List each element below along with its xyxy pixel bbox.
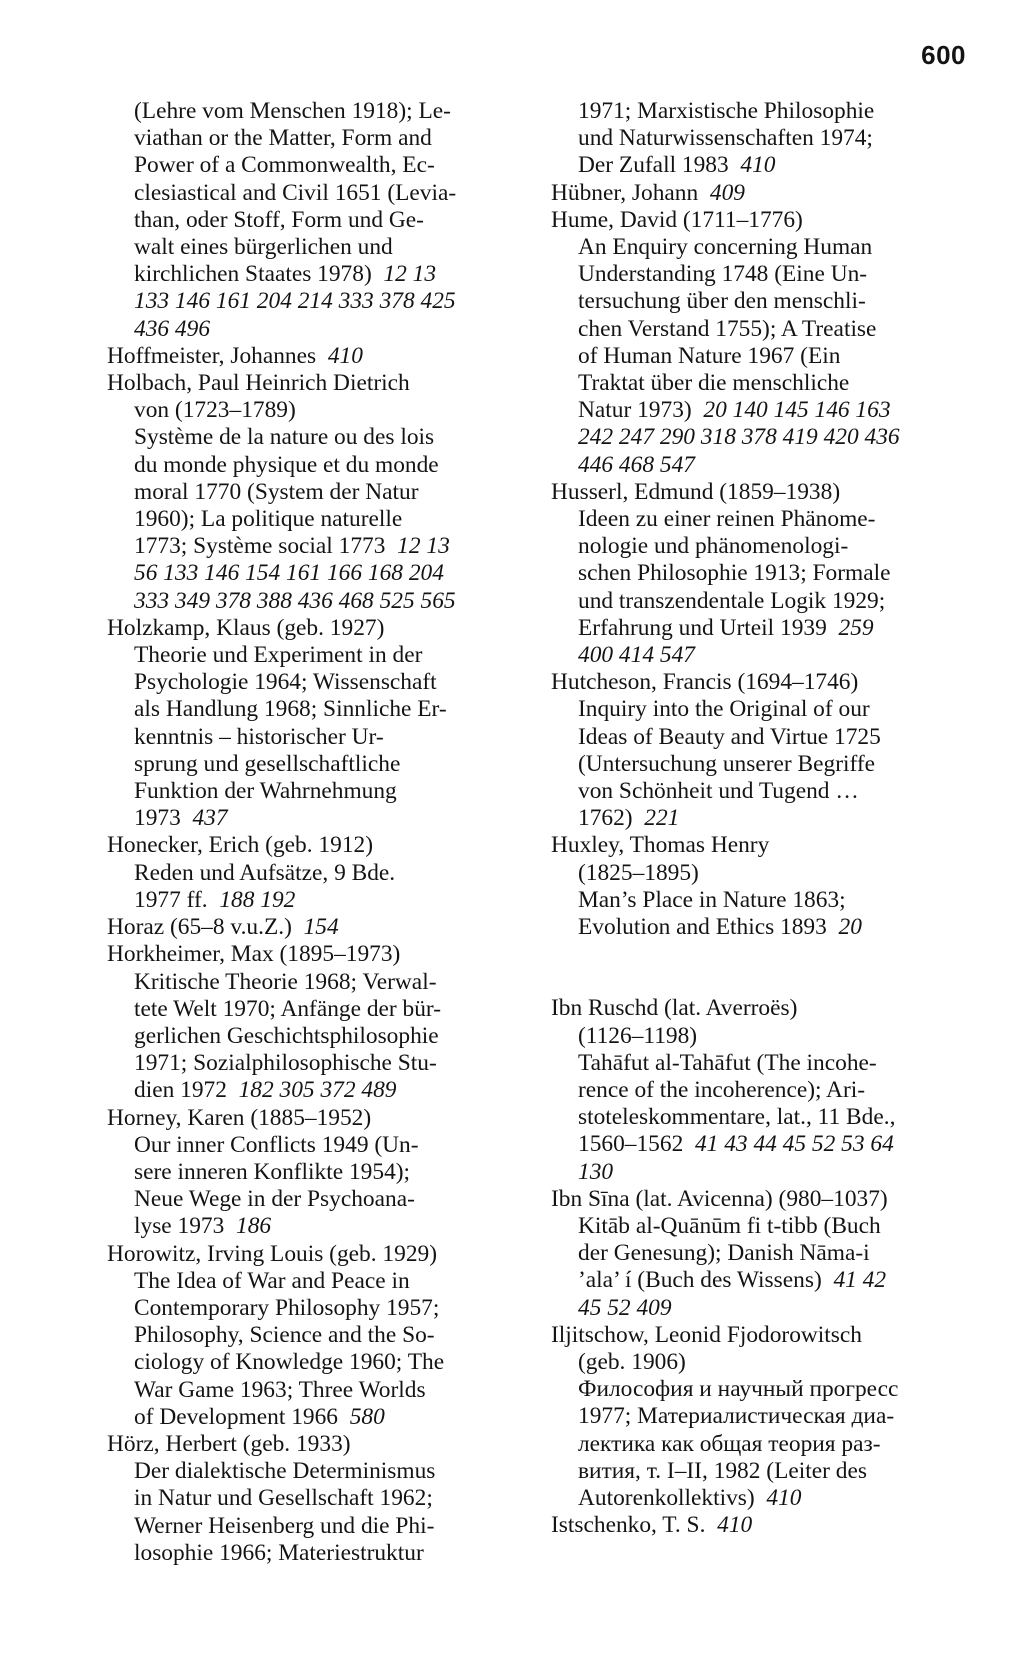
entry-detail-line [551,370,971,397]
page-references: 182 305 372 489 [238,1077,397,1104]
entry-text: Holzkamp, Klaus (geb. 1927) [107,614,385,641]
entry-detail-line [107,1268,525,1295]
entry-text: лектика как общая теория раз- [578,1430,881,1457]
entry-text: 1762) [578,805,633,832]
entry-detail-line [551,1131,971,1158]
entry-heading-line [551,832,971,859]
entry-detail-line [107,1513,525,1540]
page-references: 437 [192,805,228,832]
entry-detail-line [107,316,525,343]
page-references: 130 [578,1158,614,1185]
entry-text: Horkheimer, Max (1895–1973) [107,941,401,968]
page-references: 12 13 [383,261,437,288]
page-references: 409 [709,179,745,206]
page-number: 600 [921,40,966,70]
index-entry [107,1431,525,1567]
entry-text: losophie 1966; Materiestruktur [134,1539,424,1566]
entry-text: Horney, Karen (1885–1952) [107,1104,372,1131]
entry-detail-line [107,805,525,832]
entry-heading-line [107,914,525,941]
entry-detail-line [551,560,971,587]
page-references: 221 [644,805,680,832]
entry-detail-line [551,860,971,887]
entry-detail-line [107,397,525,424]
index-entry [107,1241,525,1431]
entry-detail-line [107,969,525,996]
entry-detail-line [551,724,971,751]
entry-text: stoteleskommentare, lat., 11 Bde., [578,1104,896,1131]
entry-text: 1973 [134,805,181,832]
index-entry [551,832,971,941]
entry-text: (1126–1198) [578,1022,698,1049]
entry-detail-line [107,1023,525,1050]
entry-text: schen Philosophie 1913; Formale [578,560,891,587]
entry-text: Autorenkollektivs) [578,1484,755,1511]
entry-text: Ideas of Beauty and Virtue 1725 [578,723,881,750]
page-references: 45 52 409 [578,1294,672,1321]
entry-text: Holbach, Paul Heinrich Dietrich [107,370,410,397]
entry-heading-line [551,180,971,207]
index-entry [551,669,971,832]
entry-detail-line [107,1077,525,1104]
entry-text: (geb. 1906) [578,1348,686,1375]
entry-detail-line [107,506,525,533]
entry-detail-line [107,479,525,506]
page-references: 259 [838,614,874,641]
entry-text: von Schönheit und Tugend … [578,778,859,805]
entry-text: Neue Wege in der Psychoana- [134,1186,415,1213]
entry-detail-line [551,316,971,343]
entry-text: Kitāb al-Quānūm fi t-tibb (Buch [578,1212,881,1239]
entry-text: chen Verstand 1755); A Treatise [578,315,877,342]
index-entry [551,1322,971,1512]
index-entry [107,832,525,914]
index-entry [107,370,525,615]
index-entry [107,914,525,941]
entry-text: und transzendentale Logik 1929; [578,587,886,614]
entry-detail-line [551,1159,971,1186]
entry-detail-line [551,98,971,125]
entry-text: Der dialektische Determinismus [134,1458,436,1485]
entry-text: Философия и научный прогресс [578,1376,899,1403]
entry-text: 1560–1562 [578,1131,684,1158]
entry-detail-line [551,642,971,669]
entry-detail-line [107,1322,525,1349]
entry-text: Contemporary Philosophy 1957; [134,1294,440,1321]
entry-text: tete Welt 1970; Anfänge der bür- [134,995,442,1022]
entry-detail-line [551,1431,971,1458]
entry-detail-line [107,1349,525,1376]
entry-text: clesiastical and Civil 1651 (Levia- [134,179,457,206]
entry-heading-line [107,1431,525,1458]
entry-detail-line [107,1540,525,1567]
entry-text: Horaz (65–8 v.u.Z.) [107,914,292,941]
entry-detail-line [551,1077,971,1104]
entry-detail-line [107,1458,525,1485]
entry-detail-line [551,615,971,642]
entry-text: вития, т. I–II, 1982 (Leiter des [578,1457,867,1484]
entry-heading-line [107,343,525,370]
entry-text: Erfahrung und Urteil 1939 [578,614,827,641]
index-entry [551,995,971,1185]
entry-text: ’ala’ í (Buch des Wissens) [578,1267,822,1294]
entry-text: Inquiry into the Original of our [578,696,870,723]
index-entry [551,479,971,669]
entry-text: Horowitz, Irving Louis (geb. 1929) [107,1240,438,1267]
entry-detail-line [107,588,525,615]
entry-detail-line [551,914,971,941]
entry-detail-line [551,1213,971,1240]
entry-detail-line [551,751,971,778]
entry-text: Tahāfut al-Tahāfut (The incohe- [578,1049,877,1076]
entry-text: gerlichen Geschichtsphilosophie [134,1022,439,1049]
entry-text: War Game 1963; Three Worlds [134,1376,426,1403]
entry-text: Theorie und Experiment in der [134,642,423,669]
entry-text: du monde physique et du monde [134,451,439,478]
entry-heading-line [107,1241,525,1268]
entry-text: Man’s Place in Nature 1863; [578,886,846,913]
entry-detail-line [551,343,971,370]
entry-text: Hoffmeister, Johannes [107,342,317,369]
entry-text: sere inneren Konflikte 1954); [134,1158,411,1185]
index-entry [107,98,525,343]
entry-text: Ideen zu einer reinen Phänome- [578,506,876,533]
entry-text: Honecker, Erich (geb. 1912) [107,832,373,859]
entry-detail-line [107,98,525,125]
page-references: 41 42 [833,1267,887,1294]
index-entry [107,1105,525,1241]
entry-detail-line [107,1295,525,1322]
entry-text: 1971; Sozialphilosophische Stu- [134,1050,437,1077]
entry-text: Philosophy, Science and the So- [134,1322,435,1349]
entry-text: als Handlung 1968; Sinnliche Er- [134,696,447,723]
entry-heading-line [107,941,525,968]
index-entry [551,180,971,207]
entry-heading-line [107,1105,525,1132]
entry-detail-line [551,1240,971,1267]
entry-detail-line [551,588,971,615]
entry-text: in Natur und Gesellschaft 1962; [134,1485,433,1512]
entry-heading-line [551,479,971,506]
index-entry [551,207,971,479]
entry-detail-line [107,696,525,723]
entry-detail-line [551,1485,971,1512]
entry-detail-line [107,669,525,696]
index-entry [551,1512,971,1539]
entry-text: Hutcheson, Francis (1694–1746) [551,669,859,696]
entry-text: Psychologie 1964; Wissenschaft [134,669,437,696]
page-references: 410 [766,1484,802,1511]
entry-text: Reden und Aufsätze, 9 Bde. [134,859,396,886]
entry-detail-line [551,1376,971,1403]
entry-text: 1977 ff. [134,886,208,913]
page-references: 580 [349,1403,385,1430]
entry-text: viathan or the Matter, Form and [134,125,432,152]
page-references: 410 [327,342,363,369]
entry-text: Ibn Sīna (lat. Avicenna) (980–1037) [551,1185,888,1212]
entry-detail-line [107,778,525,805]
entry-detail-line [551,234,971,261]
entry-detail-line [107,288,525,315]
entry-text: An Enquiry concerning Human [578,234,873,261]
entry-heading-line [551,995,971,1022]
index-entry [551,1186,971,1322]
entry-detail-line [107,1213,525,1240]
entry-text: 1971; Marxistische Philosophie [578,98,875,124]
page-references: 20 140 145 146 163 [703,397,891,424]
entry-detail-line [551,1267,971,1294]
entry-detail-line [107,887,525,914]
entry-text: 1773; Système social 1773 [134,533,386,560]
entry-text: Iljitschow, Leonid Fjodorowitsch [551,1321,862,1348]
entry-text: moral 1770 (System der Natur [134,478,419,505]
entry-detail-line [551,261,971,288]
entry-text: Power of a Commonwealth, Ec- [134,152,435,179]
entry-text: ciology of Knowledge 1960; The [134,1349,445,1376]
entry-detail-line [107,180,525,207]
entry-text: kenntnis – historischer Ur- [134,723,384,750]
entry-detail-line [107,1186,525,1213]
entry-detail-line [107,560,525,587]
entry-text: Hörz, Herbert (geb. 1933) [107,1430,351,1457]
index-entry [107,343,525,370]
page-references: 446 468 547 [578,451,695,478]
index-entry [551,98,971,180]
letter-section-gap [551,941,971,995]
entry-text: (Lehre vom Menschen 1918); Le- [134,98,451,124]
entry-text: Kritische Theorie 1968; Verwal- [134,968,437,995]
entry-detail-line [107,125,525,152]
entry-text: rence of the incoherence); Ari- [578,1076,866,1103]
entry-text: tersuchung über den menschli- [578,288,866,315]
entry-text: und Naturwissenschaften 1974; [578,125,873,152]
entry-text: nologie und phänomenologi- [578,533,849,560]
entry-text: Der Zufall 1983 [578,152,729,179]
entry-detail-line [551,696,971,723]
entry-text: The Idea of War and Peace in [134,1267,410,1294]
entry-text: of Development 1966 [134,1403,338,1430]
entry-text: Huxley, Thomas Henry [551,832,770,859]
entry-detail-line [551,288,971,315]
page-references: 20 [838,914,862,941]
entry-detail-line [551,506,971,533]
index-column-right [551,98,971,1539]
entry-text: (Untersuchung unserer Begriffe [578,750,876,777]
entry-text: of Human Nature 1967 (Ein [578,342,841,369]
entry-text: 1977; Материалистическая диа- [578,1403,895,1430]
entry-detail-line [551,1050,971,1077]
entry-detail-line [551,887,971,914]
entry-detail-line [107,751,525,778]
entry-detail-line [551,397,971,424]
entry-detail-line [107,452,525,479]
entry-text: Hume, David (1711–1776) [551,206,803,233]
entry-text: Natur 1973) [578,397,692,424]
entry-text: walt eines bürgerlichen und [134,234,393,261]
entry-detail-line [107,1050,525,1077]
page-references: 333 349 378 388 436 468 525 565 [134,587,456,614]
entry-detail-line [551,533,971,560]
page-references: 41 43 44 45 52 53 64 [694,1131,894,1158]
entry-text: Istschenko, T. S. [551,1512,706,1539]
page-references: 12 13 [397,533,450,560]
entry-text: Our inner Conflicts 1949 (Un- [134,1131,419,1158]
entry-detail-line [551,125,971,152]
entry-detail-line [551,1023,971,1050]
entry-detail-line [107,1159,525,1186]
entry-text: Understanding 1748 (Eine Un- [578,261,868,288]
entry-heading-line [107,615,525,642]
entry-heading-line [551,207,971,234]
entry-heading-line [551,1186,971,1213]
entry-detail-line [107,996,525,1023]
entry-detail-line [107,1132,525,1159]
index-entry [107,941,525,1104]
entry-detail-line [107,1377,525,1404]
entry-text: von (1723–1789) [134,397,296,424]
entry-text: sprung und gesellschaftliche [134,750,401,777]
entry-detail-line [551,152,971,179]
page-references: 154 [303,914,339,941]
entry-text: (1825–1895) [578,859,699,886]
entry-detail-line [551,805,971,832]
entry-text: Evolution and Ethics 1893 [578,914,827,941]
entry-text: Hübner, Johann [551,179,699,206]
page-references: 410 [717,1512,753,1539]
entry-text: kirchlichen Staates 1978) [134,261,372,288]
entry-text: der Genesung); Danish Nāma-i [578,1240,870,1267]
entry-text: Système de la nature ou des lois [134,424,435,451]
index-column-left [107,98,525,1567]
entry-detail-line [551,778,971,805]
index-entry [107,615,525,833]
page-references: 133 146 161 204 214 333 378 425 [134,288,456,315]
page-references: 56 133 146 154 161 166 168 204 [134,560,444,587]
entry-detail-line [107,533,525,560]
entry-detail-line [551,1403,971,1430]
entry-heading-line [551,669,971,696]
entry-text: Funktion der Wahrnehmung [134,778,397,805]
entry-text: Ibn Ruschd (lat. Averroës) [551,995,798,1022]
entry-text: Traktat über die menschliche [578,370,850,397]
entry-detail-line [551,1458,971,1485]
page-references: 186 [236,1213,272,1240]
page-references: 436 496 [134,315,211,342]
entry-detail-line [107,152,525,179]
entry-detail-line [107,261,525,288]
entry-detail-line [551,1349,971,1376]
entry-detail-line [107,1404,525,1431]
page-references: 242 247 290 318 378 419 420 436 [578,424,900,451]
entry-text: dien 1972 [134,1077,227,1104]
entry-text: 1960); La politique naturelle [134,506,403,533]
page-references: 410 [740,152,776,179]
page-references: 400 414 547 [578,642,695,669]
entry-text: than, oder Stoff, Form und Ge- [134,206,424,233]
entry-detail-line [107,207,525,234]
entry-heading-line [107,832,525,859]
entry-detail-line [551,424,971,451]
entry-detail-line [107,234,525,261]
entry-text: Werner Heisenberg und die Phi- [134,1512,435,1539]
entry-text: Husserl, Edmund (1859–1938) [551,478,841,505]
entry-detail-line [107,724,525,751]
entry-heading-line [107,370,525,397]
entry-detail-line [107,642,525,669]
entry-detail-line [551,1295,971,1322]
entry-heading-line [551,1322,971,1349]
entry-text: lyse 1973 [134,1213,225,1240]
entry-heading-line [551,1512,971,1539]
entry-detail-line [107,860,525,887]
entry-detail-line [107,1485,525,1512]
entry-detail-line [107,424,525,451]
entry-detail-line [551,1104,971,1131]
page-references: 188 192 [219,886,296,913]
entry-detail-line [551,452,971,479]
